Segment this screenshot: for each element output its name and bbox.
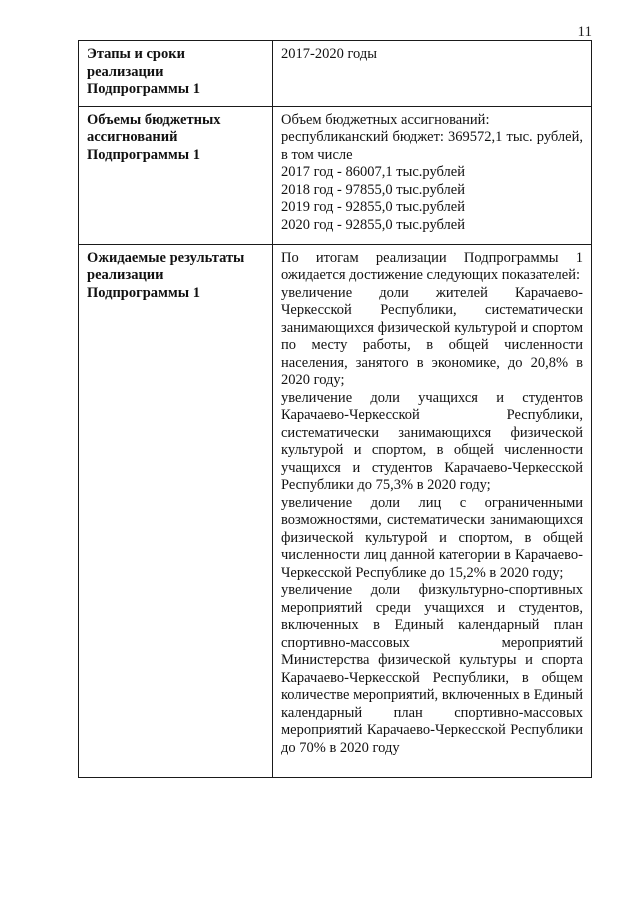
- subprogram-passport-table: [78, 40, 592, 778]
- table-row-budget: [79, 106, 592, 244]
- budget-line: 2019 год - 92855,0 тыс.рублей: [281, 199, 465, 215]
- results-label: Ожидаемые результаты реализации Подпрограммы 1: [79, 244, 273, 777]
- stages-label: Этапы и сроки реализации Подпрограммы 1: [79, 41, 273, 107]
- budget-label: Объемы бюджетных ассигнований Подпрограммы 1: [79, 106, 273, 244]
- budget-line: Объем бюджетных ассигнований:: [281, 111, 490, 128]
- table-row-results: [79, 244, 592, 777]
- budget-line: 2017 год - 86007,1 тыс.рублей: [281, 164, 465, 180]
- results-paragraph: увеличение доли лиц с ограниченными возможностями, систематически занимающихся физической культурой и спортом, в общей численности лиц данной категории в Карачаево-Черкесской Республике до 15,2% в 2020 году;: [281, 494, 583, 581]
- results-paragraph: увеличение доли жителей Карачаево-Черкесской Республики, систематически занимающихся физической культурой и спортом по месту работы, в общей численности населения, занятого в экономике, до 20,8% в 2020 году;: [281, 284, 583, 388]
- budget-value: [273, 106, 592, 244]
- page-number: 11: [577, 24, 592, 40]
- results-paragraph: увеличение доли учащихся и студентов Карачаево-Черкесской Республики, систематически занимающихся физической культурой и спортом, в общей численности учащихся и студентов Карачаево-Черкесской Республики до 75,3% в 2020 году;: [281, 389, 583, 493]
- budget-line: 2020 год - 92855,0 тыс.рублей: [281, 216, 465, 233]
- budget-line: 2018 год - 97855,0 тыс.рублей: [281, 181, 465, 198]
- stages-value: 2017-2020 годы: [273, 41, 592, 107]
- table-row-stages: [79, 41, 592, 107]
- results-paragraph: увеличение доли физкультурно-спортивных мероприятий среди учащихся и студентов, включенных в Единый календарный план спортивно-массовых мероприятий Министерства физической культуры и спорта Карачаево-Черкесской Республики, в общем количестве мероприятий, включенных в Единый календарный план спортивно-массовых мероприятий Карачаево-Черкесской Республики до 70% в 2020 году: [281, 582, 583, 756]
- results-paragraph: По итогам реализации Подпрограммы 1 ожидается достижение следующих показателей:: [281, 249, 583, 283]
- budget-line: республиканский бюджет: 369572,1 тыс. рублей, в том числе: [281, 129, 583, 163]
- results-value: [273, 244, 592, 777]
